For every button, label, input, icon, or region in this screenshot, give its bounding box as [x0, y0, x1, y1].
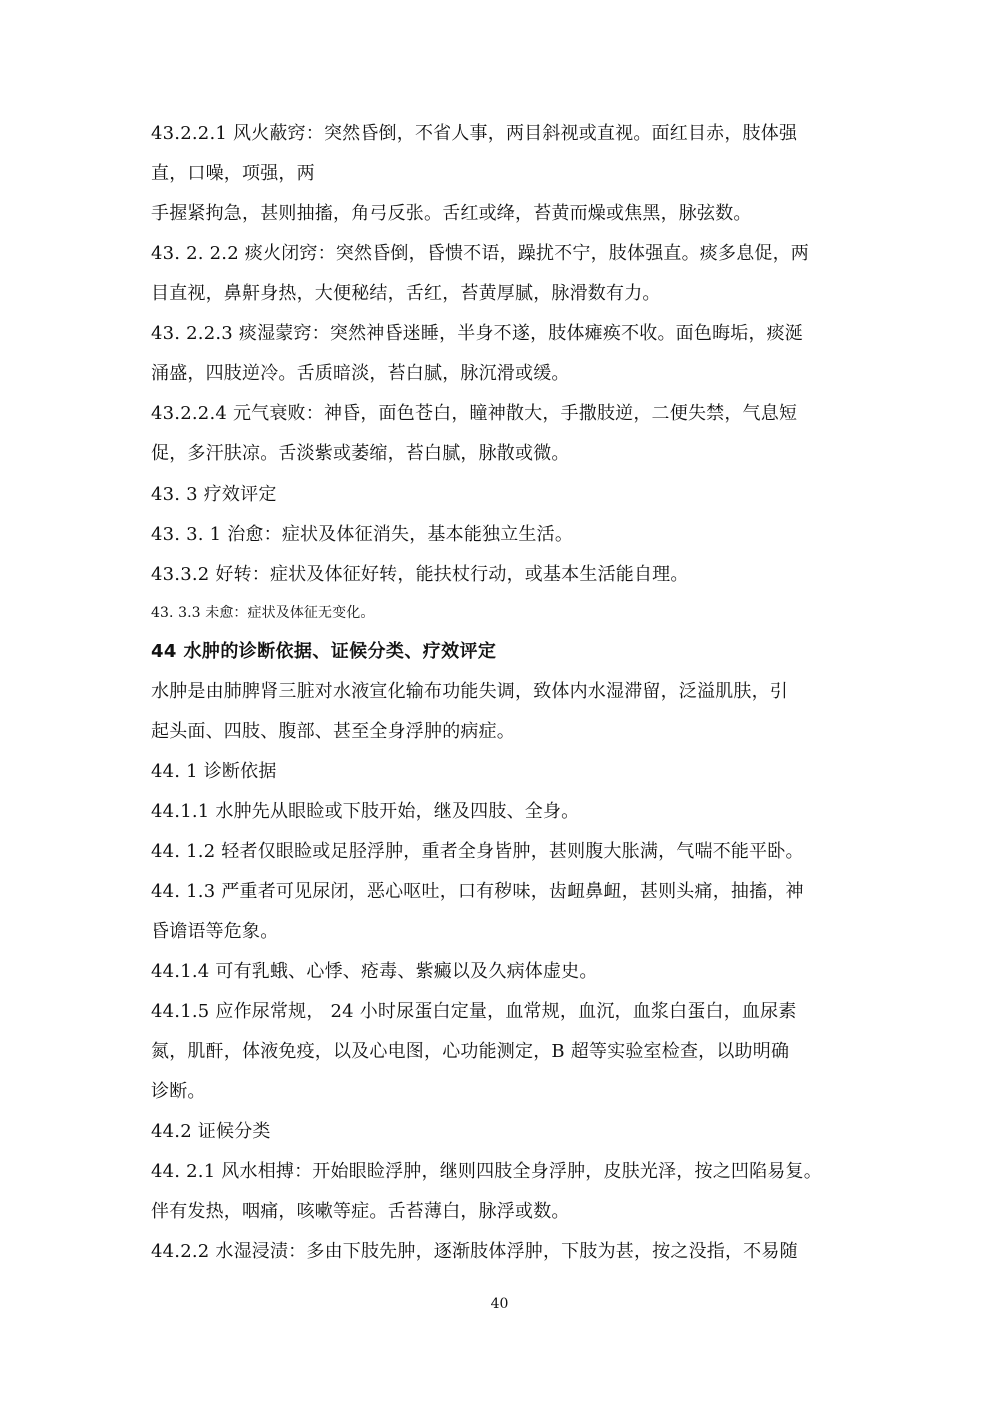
- text-line: 44. 2.1 风水相搏：开始眼睑浮肿，继则四肢全身浮肿，皮肤光泽，按之凹陷易复。: [151, 1161, 822, 1182]
- text-line: 44.2.2 水湿浸渍：多由下肢先肿，逐渐肢体浮肿，下肢为甚，按之没指，不易随: [151, 1241, 798, 1262]
- small-text-line: 43. 3.3 未愈：症状及体征无变化。: [151, 605, 375, 621]
- text-line: 44. 1.3 严重者可见尿闭，恶心呕吐，口有秽味，齿衄鼻衄，甚则头痛，抽搐，神: [151, 881, 804, 902]
- text-line: 43.2.2.1 风火蔽窍：突然昏倒，不省人事，两目斜视或直视。面红目赤，肢体强: [151, 123, 798, 144]
- section-heading: 44. 1 诊断依据: [151, 761, 277, 782]
- text-line: 涌盛，四肢逆冷。舌质暗淡，苔白腻，脉沉滑或缓。: [151, 363, 570, 384]
- page-number: 40: [490, 1296, 509, 1312]
- text-line: 43.3.2 好转：症状及体征好转，能扶杖行动，或基本生活能自理。: [151, 564, 689, 585]
- text-line: 44.1.4 可有乳蛾、心悸、疮毒、紫癜以及久病体虚史。: [151, 961, 598, 982]
- text-line: 43. 2.2.3 痰湿蒙窍：突然神昏迷睡，半身不遂，肢体瘫痪不收。面色晦垢，痰涎: [151, 323, 804, 344]
- text-line: 诊断。: [151, 1081, 206, 1102]
- text-line: 44.1.1 水肿先从眼睑或下肢开始，继及四肢、全身。: [151, 801, 580, 822]
- text-line: 促，多汗肤凉。舌淡紫或萎缩，苔白腻，脉散或微。: [151, 443, 570, 464]
- text-line: 氮，肌酐，体液免疫，以及心电图，心功能测定，B 超等实验室检查，以助明确: [151, 1041, 790, 1062]
- text-line: 目直视，鼻鼾身热，大便秘结，舌红，苔黄厚腻，脉滑数有力。: [151, 283, 661, 304]
- text-line: 水肿是由肺脾肾三脏对水液宣化输布功能失调，致体内水湿滞留，泛溢肌肤，引: [151, 681, 788, 702]
- text-line: 直，口噪，项强，两: [151, 163, 315, 184]
- text-line: 44. 1.2 轻者仅眼睑或足胫浮肿，重者全身皆肿，甚则腹大胀满，气喘不能平卧。: [151, 841, 804, 862]
- text-line: 43. 2. 2.2 痰火闭窍：突然昏倒，昏愦不语，躁扰不宁，肢体强直。痰多息促，两: [151, 243, 809, 264]
- text-line: 43.2.2.4 元气衰败：神昏，面色苍白，瞳神散大，手撒肢逆，二便失禁，气息短: [151, 403, 798, 424]
- text-line: 手握紧拘急，甚则抽搐，角弓反张。舌红或绛，苔黄而燥或焦黑，脉弦数。: [151, 203, 752, 224]
- text-line: 伴有发热，咽痛，咳嗽等症。舌苔薄白，脉浮或数。: [151, 1201, 570, 1222]
- chapter-heading: 44 水肿的诊断依据、证候分类、疗效评定: [151, 641, 497, 662]
- section-heading: 44.2 证候分类: [151, 1121, 271, 1142]
- text-line: 43. 3. 1 治愈：症状及体征消失，基本能独立生活。: [151, 524, 574, 545]
- text-line: 44.1.5 应作尿常规， 24 小时尿蛋白定量，血常规，血沉，血浆白蛋白，血尿素: [151, 1001, 797, 1022]
- section-heading: 43. 3 疗效评定: [151, 484, 277, 505]
- text-line: 起头面、四肢、腹部、甚至全身浮肿的病症。: [151, 721, 515, 742]
- text-line: 昏谵语等危象。: [151, 921, 279, 942]
